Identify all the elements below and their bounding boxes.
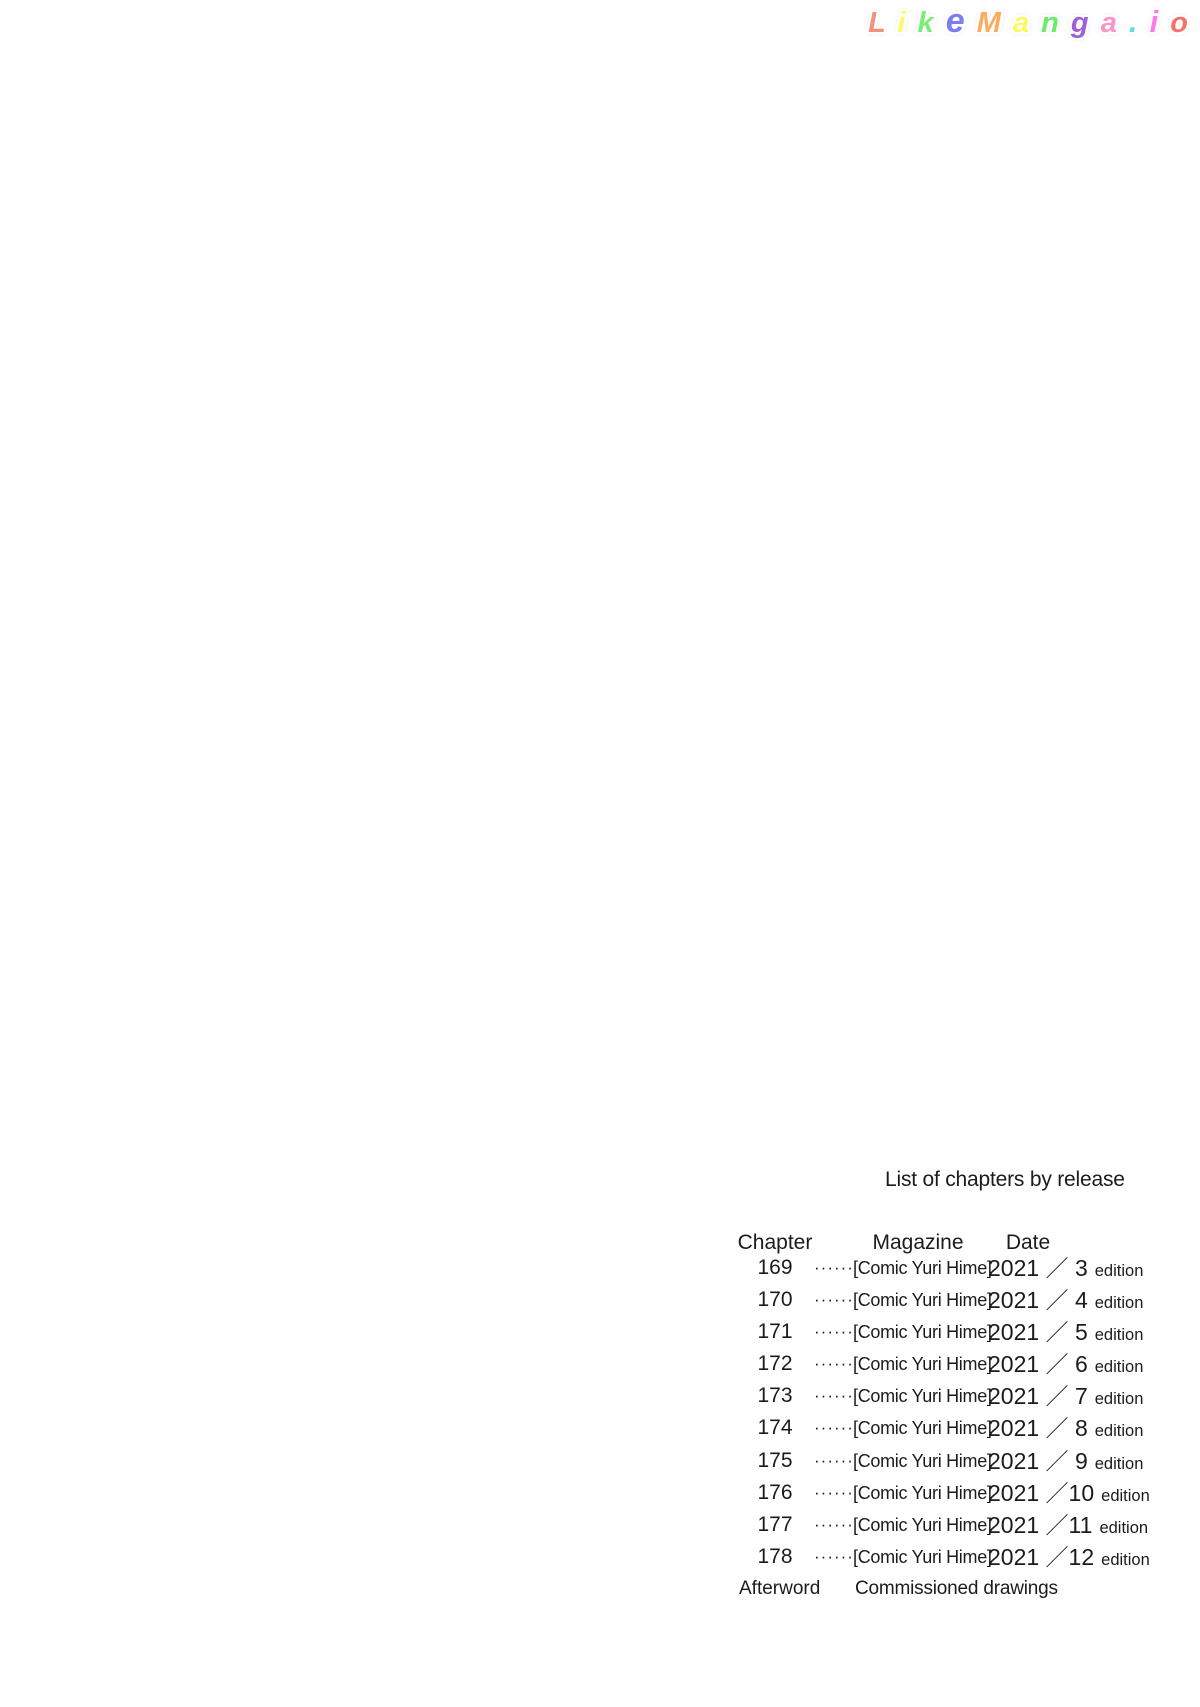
- logo-letter: o: [1170, 7, 1190, 39]
- edition-label: edition: [1094, 1262, 1144, 1280]
- magazine-name: [Comic Yuri Hime]: [853, 1514, 992, 1535]
- afterword-row: [683, 1573, 1153, 1605]
- dot-leader: ······: [814, 1450, 854, 1470]
- release-date: 2021 ／ 5: [988, 1319, 1088, 1346]
- release-date: 2021 ／ 4: [988, 1287, 1088, 1314]
- release-date: 2021 ／12: [988, 1543, 1095, 1570]
- release-date: 2021 ／10: [988, 1479, 1095, 1506]
- table-title: List of chapters by release: [885, 1168, 1125, 1191]
- magazine-name: [Comic Yuri Hime]: [853, 1258, 992, 1278]
- release-date: 2021 ／11: [988, 1511, 1093, 1538]
- table-body: [683, 1252, 1153, 1573]
- dot-leader: ······: [814, 1418, 854, 1438]
- logo-letter: e: [945, 2, 967, 40]
- edition-label: edition: [1099, 1518, 1149, 1537]
- release-date-group: [988, 1541, 1150, 1576]
- dot-leader: ······: [814, 1322, 854, 1342]
- table-row: [683, 1316, 1153, 1348]
- magazine-name: [Comic Yuri Hime]: [853, 1290, 992, 1311]
- chapter-number: 176: [757, 1480, 793, 1504]
- chapter-number: 177: [757, 1512, 793, 1536]
- dot-leader: ······: [814, 1354, 854, 1374]
- magazine-name: [Comic Yuri Hime]: [853, 1546, 992, 1567]
- release-date: 2021 ／ 6: [988, 1351, 1088, 1378]
- logo-letter: L: [868, 7, 888, 39]
- afterword-label: Afterword: [739, 1578, 821, 1599]
- dot-leader: ······: [814, 1290, 854, 1310]
- chapter-release-table: [683, 1168, 1153, 1618]
- likemanga-watermark-logo[interactable]: [868, 2, 1190, 41]
- column-header-chapter: Chapter: [737, 1231, 813, 1254]
- magazine-name: [Comic Yuri Hime]: [853, 1482, 992, 1503]
- edition-label: edition: [1094, 1294, 1144, 1313]
- afterword-content: Commissioned drawings: [855, 1578, 1058, 1599]
- magazine-name: [Comic Yuri Hime]: [853, 1322, 992, 1343]
- table-row: [683, 1412, 1153, 1444]
- release-date-group: [988, 1380, 1143, 1415]
- column-header-magazine: Magazine: [872, 1231, 964, 1254]
- logo-letter: a: [1012, 7, 1032, 39]
- release-date-group: [988, 1445, 1143, 1480]
- chapter-number: 169: [757, 1256, 793, 1279]
- release-date-group: [988, 1284, 1143, 1319]
- table-row: [683, 1509, 1153, 1541]
- release-date-group: [988, 1509, 1148, 1544]
- logo-letter: n: [1041, 7, 1061, 39]
- dot-leader: ······: [814, 1258, 854, 1277]
- release-date: 2021 ／ 9: [988, 1447, 1088, 1474]
- table-row: [683, 1445, 1153, 1477]
- logo-letter: g: [1070, 7, 1091, 39]
- release-date-group: [988, 1316, 1143, 1351]
- dot-leader: ······: [814, 1514, 854, 1534]
- release-date-group: [988, 1412, 1143, 1447]
- chapter-number: 172: [757, 1352, 793, 1376]
- release-date: 2021 ／ 3: [988, 1255, 1088, 1281]
- chapter-number: 170: [757, 1288, 793, 1312]
- logo-letter: i: [1149, 4, 1161, 39]
- magazine-name: [Comic Yuri Hime]: [853, 1386, 992, 1407]
- edition-label: edition: [1094, 1390, 1144, 1409]
- logo-letter: a: [1100, 7, 1119, 39]
- edition-label: edition: [1094, 1358, 1144, 1377]
- magazine-name: [Comic Yuri Hime]: [853, 1450, 992, 1471]
- column-header-date: Date: [1005, 1231, 1051, 1254]
- logo-letter: k: [917, 7, 936, 39]
- table-row: [683, 1252, 1153, 1284]
- dot-leader: ······: [814, 1482, 854, 1502]
- release-date: 2021 ／ 8: [988, 1415, 1088, 1442]
- edition-label: edition: [1094, 1326, 1144, 1345]
- release-date: 2021 ／ 7: [988, 1383, 1088, 1410]
- dot-leader: ······: [814, 1546, 854, 1566]
- logo-letter: M: [976, 7, 1003, 39]
- table-row: [683, 1380, 1153, 1412]
- table-row: [683, 1541, 1153, 1573]
- dot-leader: ······: [814, 1386, 854, 1406]
- table-row: [683, 1477, 1153, 1509]
- edition-label: edition: [1101, 1550, 1150, 1569]
- table-row: [683, 1284, 1153, 1316]
- release-date-group: [988, 1348, 1143, 1383]
- table-row: [683, 1348, 1153, 1380]
- release-date-group: [988, 1477, 1150, 1512]
- chapter-number: 171: [757, 1320, 793, 1344]
- logo-letter: .: [1128, 4, 1140, 39]
- edition-label: edition: [1094, 1422, 1144, 1441]
- chapter-number: 175: [757, 1448, 793, 1472]
- logo-letter: i: [897, 7, 908, 39]
- chapter-number: 174: [757, 1416, 793, 1440]
- magazine-name: [Comic Yuri Hime]: [853, 1354, 992, 1375]
- edition-label: edition: [1094, 1454, 1144, 1473]
- chapter-number: 173: [757, 1384, 793, 1408]
- magazine-name: [Comic Yuri Hime]: [853, 1418, 992, 1439]
- edition-label: edition: [1101, 1486, 1150, 1505]
- chapter-number: 178: [757, 1544, 793, 1568]
- release-date-group: [988, 1252, 1143, 1287]
